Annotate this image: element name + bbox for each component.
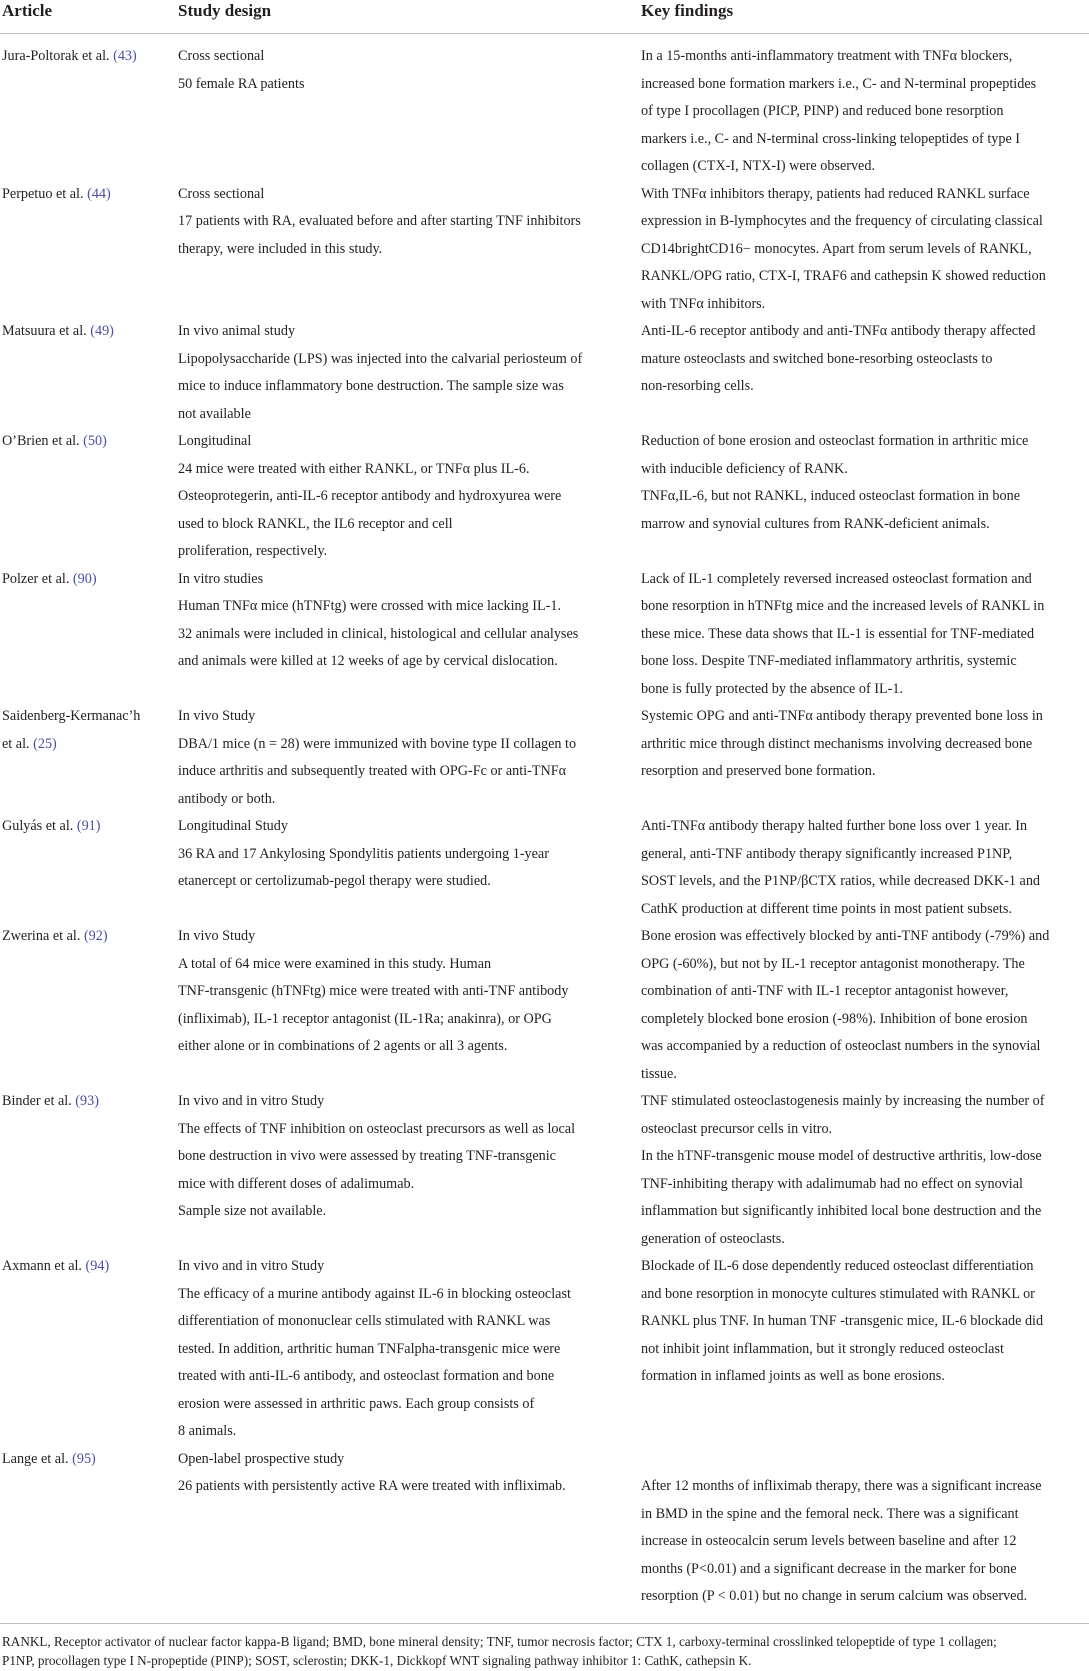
design-line: Osteoprotegerin, anti-IL-6 receptor antibody and hydroxyurea were [178,488,562,504]
header-study-design: Study design [178,0,641,34]
study-design-cell [178,181,641,319]
design-line: In vivo and in vitro Study [178,1258,325,1274]
finding-line: TNF-inhibiting therapy with adalimumab had no effect on synovial [641,1175,1023,1192]
finding-line: markers i.e., C- and N-terminal cross-linking telopeptides of type I [641,130,1021,147]
design-line: The effects of TNF inhibition on osteoclast precursors as well as local [178,1120,576,1137]
finding-line: mature osteoclasts and switched bone-resorbing osteoclasts to [641,350,993,367]
article-author: Gulyás et al. [2,818,74,834]
article-cell [0,181,178,319]
finding-line: in BMD in the spine and the femoral neck. There was a significant [641,1505,1019,1522]
table-row [0,34,1089,181]
article-line [2,1446,178,1474]
design-line: antibody or both. [178,790,276,807]
article-cell [0,703,178,813]
table-row [0,923,1089,1088]
design-line: (infliximab), IL-1 receptor antagonist (IL-1Ra; anakinra), or OPG [178,1010,552,1027]
reference-link[interactable]: (92) [83,928,108,944]
key-findings-cell [641,1088,1089,1253]
footnote-line: P1NP, procollagen type I N-propeptide (PINP); SOST, sclerostin; DKK-1, Dickkopf WNT signaling pathway inhibitor 1: CathK, cathepsin K. [2,1653,752,1668]
study-design-cell [178,566,641,704]
design-line: either alone or in combinations of 2 agents or all 3 agents. [178,1038,508,1054]
finding-line: generation of osteoclasts. [641,1230,785,1247]
design-line: Human TNFα mice (hTNFtg) were crossed with mice lacking IL-1. [178,598,562,614]
article-line [2,1253,178,1281]
finding-line: was accompanied by a reduction of osteoclast numbers in the synovial [641,1038,1041,1054]
design-line: mice to induce inflammatory bone destruction. The sample size was [178,378,564,394]
key-findings-cell [641,1446,1089,1623]
design-line: 26 patients with persistently active RA were treated with infliximab. [178,1478,566,1494]
article-line [2,731,178,759]
table-row [0,813,1089,923]
table-row [0,566,1089,704]
finding-line: Anti-TNFα antibody therapy halted further bone loss over 1 year. In [641,818,1028,834]
study-design-cell [178,1446,641,1623]
table-footnote [0,1623,1089,1671]
article-author: O’Brien et al. [2,433,80,449]
article-line [2,703,178,731]
finding-line: Bone erosion was effectively blocked by anti-TNF antibody (-79%) and [641,928,1050,944]
table-body [0,34,1089,1623]
design-line: Sample size not available. [178,1203,327,1219]
reference-link[interactable]: (25) [33,735,57,752]
finding-line: and bone resorption in monocyte cultures stimulated with RANKL or [641,1285,1035,1302]
finding-line: TNFα,IL-6, but not RANKL, induced osteoclast formation in bone [641,488,1021,504]
design-line: treated with anti-IL-6 antibody, and osteoclast formation and bone [178,1368,555,1384]
finding-line: completely blocked bone erosion (-98%). Inhibition of bone erosion [641,1010,1028,1027]
table-row [0,181,1089,319]
reference-link[interactable]: (95) [72,1450,96,1467]
finding-line: Reduction of bone erosion and osteoclast formation in arthritic mice [641,433,1029,449]
finding-line: Blockade of IL-6 dose dependently reduced osteoclast differentiation [641,1258,1034,1274]
table-row [0,1253,1089,1446]
design-line: 32 animals were included in clinical, histological and cellular analyses [178,625,579,642]
study-design-cell [178,1088,641,1253]
design-line: Cross sectional [178,185,265,202]
finding-line: increase in osteocalcin serum levels between baseline and after 12 [641,1533,1017,1549]
finding-line: resorption (P < 0.01) but no change in serum calcium was observed. [641,1588,1028,1604]
finding-line: bone loss. Despite TNF-mediated inflammatory arthritis, systemic [641,653,1017,669]
footnote-line: RANKL, Receptor activator of nuclear factor kappa-B ligand; BMD, bone mineral density; TNF, tumor necrosis factor; CTX 1, carboxy-terminal crosslinked telopeptide of type 1 collagen; [2,1633,997,1649]
finding-line: these mice. These data shows that IL-1 is essential for TNF-mediated [641,625,1035,642]
article-author-cont: et al. [2,735,30,752]
design-line: DBA/1 mice (n = 28) were immunized with bovine type II collagen to [178,735,577,752]
finding-line: general, anti-TNF antibody therapy significantly increased P1NP, [641,845,1013,862]
design-line: In vivo Study [178,928,256,944]
design-line: 24 mice were treated with either RANKL, or TNFα plus IL-6. [178,460,530,477]
design-line: A total of 64 mice were examined in this study. Human [178,955,492,972]
key-findings-cell [641,566,1089,704]
design-line: not available [178,405,251,422]
header-article: Article [0,0,178,34]
finding-line: increased bone formation markers i.e., C- and N-terminal propeptides [641,75,1037,92]
design-line: therapy, were included in this study. [178,240,383,257]
header-row [0,0,1089,34]
design-line: differentiation of mononuclear cells stimulated with RANKL was [178,1313,551,1329]
article-line [2,813,178,841]
article-cell [0,428,178,566]
article-line [2,181,178,209]
article-author: Polzer et al. [2,570,70,587]
design-line: Cross sectional [178,48,265,64]
finding-line: In a 15-months anti-inflammatory treatment with TNFα blockers, [641,48,1013,64]
key-findings-cell [641,428,1089,566]
table-row [0,428,1089,566]
study-design-cell [178,1253,641,1446]
table-header [0,0,1089,34]
design-line: bone destruction in vivo were assessed by treating TNF-transgenic [178,1148,556,1164]
article-line [2,566,178,594]
study-design-cell [178,813,641,923]
design-line: Longitudinal [178,433,252,449]
finding-line: collagen (CTX-I, NTX-I) were observed. [641,158,875,174]
article-line [2,318,178,346]
design-line: Open-label prospective study [178,1450,345,1467]
finding-line: combination of anti-TNF with IL-1 receptor antagonist however, [641,983,1009,999]
finding-line: Lack of IL-1 completely reversed increased osteoclast formation and [641,570,1032,587]
study-design-cell [178,34,641,181]
finding-line: After 12 months of infliximab therapy, there was a significant increase [641,1478,1042,1494]
article-author: Zwerina et al. [2,928,81,944]
study-design-cell [178,703,641,813]
design-line: The efficacy of a murine antibody against IL-6 in blocking osteoclast [178,1285,571,1302]
finding-line: arthritic mice through distinct mechanisms involving decreased bone [641,735,1033,752]
finding-line: with TNFα inhibitors. [641,295,766,312]
table-row [0,318,1089,428]
reference-link[interactable]: (91) [76,818,101,834]
design-line: etanercept or certolizumab-pegol therapy were studied. [178,873,491,889]
design-line: Lipopolysaccharide (LPS) was injected into the calvarial periosteum of [178,350,583,367]
finding-line: CD14brightCD16− monocytes. Apart from serum levels of RANKL, [641,240,1032,257]
study-design-cell [178,923,641,1088]
article-cell [0,1253,178,1446]
finding-line: marrow and synovial cultures from RANK-deficient animals. [641,515,990,532]
finding-line: In the hTNF-transgenic mouse model of destructive arthritis, low-dose [641,1148,1042,1164]
finding-line: tissue. [641,1065,677,1082]
design-line: In vitro studies [178,570,264,587]
article-line [2,1088,178,1116]
finding-line: bone resorption in hTNFtg mice and the increased levels of RANKL in [641,598,1045,614]
finding-line: with inducible deficiency of RANK. [641,460,848,477]
design-line: TNF-transgenic (hTNFtg) mice were treated with anti-TNF antibody [178,983,569,999]
design-line: In vivo and in vitro Study [178,1093,325,1109]
table-row [0,1088,1089,1253]
finding-line: CathK production at different time points in most patient subsets. [641,900,1012,917]
article-author: Perpetuo et al. [2,185,84,202]
design-line: used to block RANKL, the IL6 receptor and cell [178,515,453,532]
finding-line: With TNFα inhibitors therapy, patients had reduced RANKL surface [641,185,1030,202]
finding-line: RANKL plus TNF. In human TNF -transgenic mice, IL-6 blockade did [641,1313,1044,1329]
article-author: Jura-Poltorak et al. [2,48,110,64]
finding-line: of type I procollagen (PICP, PINP) and reduced bone resorption [641,103,1004,119]
reference-link[interactable]: (90) [72,570,97,587]
article-line [2,43,178,71]
article-line [2,923,178,951]
finding-line: Systemic OPG and anti-TNFα antibody therapy prevented bone loss in [641,708,1043,724]
finding-line: TNF stimulated osteoclastogenesis mainly by increasing the number of [641,1093,1045,1109]
finding-line: resorption and preserved bone formation. [641,763,876,779]
key-findings-cell [641,703,1089,813]
article-author: Lange et al. [2,1450,69,1467]
finding-line: bone is fully protected by the absence of IL-1. [641,680,903,697]
finding-line [641,1446,1087,1474]
key-findings-cell [641,813,1089,923]
finding-line: OPG (-60%), but not by IL-1 receptor antagonist monotherapy. The [641,955,1025,972]
design-line: Longitudinal Study [178,818,288,834]
reference-link[interactable]: (49) [90,323,114,339]
article-cell [0,923,178,1088]
reference-link[interactable]: (43) [113,48,137,64]
finding-line: expression in B-lymphocytes and the frequency of circulating classical [641,213,1043,229]
article-cell [0,34,178,181]
design-line: 8 animals. [178,1423,237,1439]
finding-line: osteoclast precursor cells in vitro. [641,1120,833,1137]
article-line [2,428,178,456]
finding-line: Anti-IL-6 receptor antibody and anti-TNFα antibody therapy affected [641,323,1036,339]
finding-line: RANKL/OPG ratio, CTX-I, TRAF6 and cathepsin K showed reduction [641,268,1046,284]
study-design-cell [178,428,641,566]
design-line: and animals were killed at 12 weeks of age by cervical dislocation. [178,653,558,669]
finding-line: SOST levels, and the P1NP/βCTX ratios, while decreased DKK-1 and [641,873,1041,889]
key-findings-cell [641,1253,1089,1446]
reference-link[interactable]: (94) [85,1258,110,1274]
article-cell [0,1088,178,1253]
key-findings-cell [641,181,1089,319]
finding-line: not inhibit joint inflammation, but it strongly reduced osteoclast [641,1340,1004,1357]
design-line: mice with different doses of adalimumab. [178,1175,415,1192]
article-cell [0,566,178,704]
design-line: 17 patients with RA, evaluated before and after starting TNF inhibitors [178,213,581,229]
finding-line: formation in inflamed joints as well as bone erosions. [641,1368,945,1384]
design-line: 36 RA and 17 Ankylosing Spondylitis patients undergoing 1-year [178,845,549,862]
table-row [0,1446,1089,1623]
finding-line: non-resorbing cells. [641,378,754,394]
reference-link[interactable]: (50) [83,433,107,449]
article-author: Saidenberg-Kermanac’h [2,708,141,724]
article-cell [0,813,178,923]
design-line: In vivo Study [178,708,256,724]
key-findings-cell [641,34,1089,181]
header-key-findings: Key findings [641,0,1089,34]
key-findings-cell [641,923,1089,1088]
design-line: In vivo animal study [178,323,296,339]
article-cell [0,318,178,428]
reference-link[interactable]: (44) [87,185,111,202]
design-line: erosion were assessed in arthritic paws. Each group consists of [178,1395,535,1412]
table-row [0,703,1089,813]
reference-link[interactable]: (93) [75,1093,99,1109]
article-cell [0,1446,178,1623]
article-author: Matsuura et al. [2,323,87,339]
finding-line: months (P<0.01) and a significant decrease in the marker for bone [641,1560,1017,1577]
key-findings-cell [641,318,1089,428]
article-author: Binder et al. [2,1093,72,1109]
design-line: proliferation, respectively. [178,543,328,559]
design-line: 50 female RA patients [178,75,305,92]
finding-line: inflammation but significantly inhibited local bone destruction and the [641,1203,1042,1219]
article-author: Axmann et al. [2,1258,82,1274]
design-line: tested. In addition, arthritic human TNFalpha-transgenic mice were [178,1340,561,1357]
study-design-cell [178,318,641,428]
design-line: induce arthritis and subsequently treated with OPG-Fc or anti-TNFα [178,763,567,779]
